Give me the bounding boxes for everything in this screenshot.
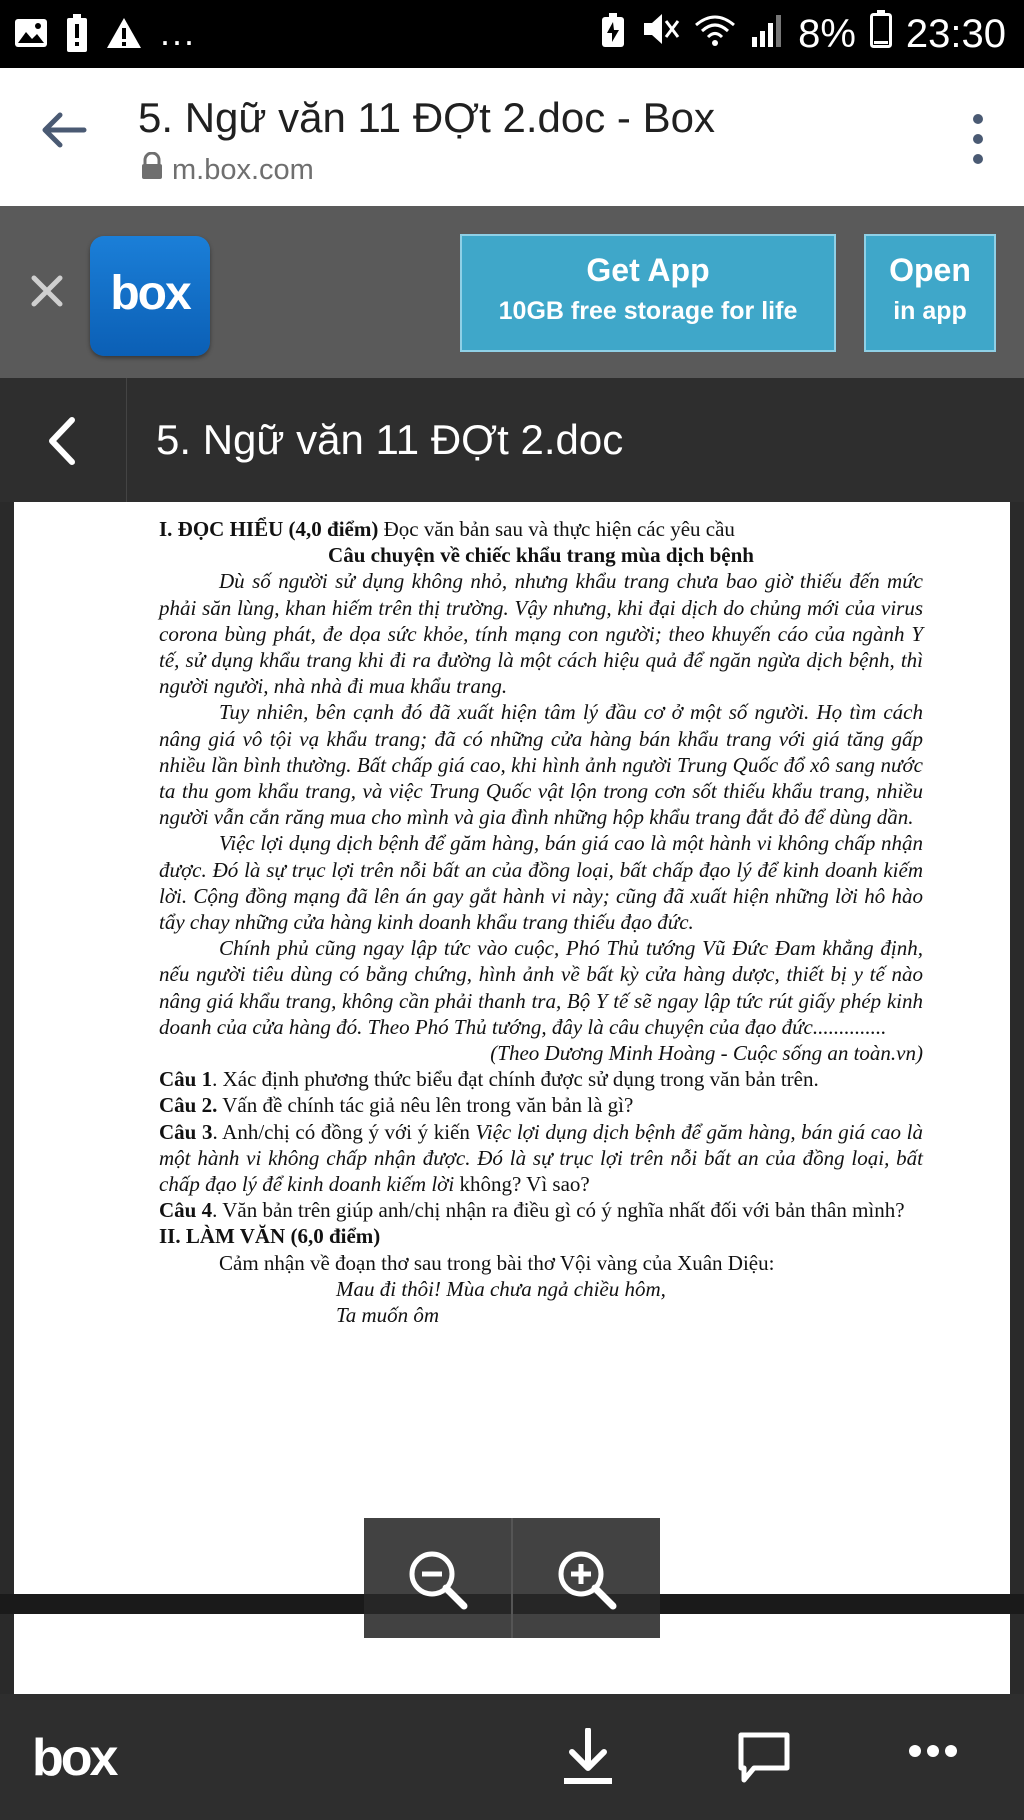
document-content [159,516,923,1328]
browser-toolbar [0,68,1024,206]
app-install-banner [0,206,1024,378]
zoom-controls [364,1518,660,1638]
source-citation: (Theo Dương Minh Hoàng - Cuộc sống an toàn.vn) [490,1041,923,1066]
zoom-out-button[interactable] [364,1518,511,1638]
open-title: Open [889,252,971,288]
q3-text: . Anh/chị có đồng ý với ý kiến [212,1119,476,1144]
more-horiz-icon[interactable] [908,1744,958,1763]
wifi-icon [694,12,736,57]
battery-icon [870,10,892,58]
document-viewer[interactable] [0,502,1024,1694]
battery-alert-icon [66,14,88,57]
lock-icon [140,152,164,188]
paragraph-1: Dù số người sử dụng không nhỏ, nhưng khẩu trang chưa bao giờ thiếu đến mức phải săn lùng, khan hiếm trên thị trường. Vậy nhưng, khi đại dịch do chủng mới của virus corona bùng phát, đe dọa sức khỏe, tính mạng con người; theo khuyến cáo của ngành Y tế, sử dụng khẩu trang khi đi ra đường là một cách hiệu quả để ngăn ngừa dịch bệnh, thì người người, nhà nhà đi mua khẩu trang. [159,569,923,699]
file-header [0,378,1024,502]
url-text: m.box.com [172,153,314,186]
close-icon[interactable] [30,274,64,313]
warning-icon [106,17,142,54]
battery-percent: 8% [798,11,856,56]
page-title: 5. Ngữ văn 11 ĐỢt 2.doc - Box [138,94,715,141]
paragraph-2: Tuy nhiên, bên cạnh đó đã xuất hiện tâm lý đầu cơ ở một số người. Họ tìm cách nâng giá vô tội vạ khẩu trang; đã có những cửa hàng bán khẩu trang với giá tăng gấp nhiều lần bình thường. Bất chấp giá cao, khi hình ảnh người Trung Quốc đổ xô sang nước ta thu gom khẩu trang, và việc Trung Quốc vật lộn trong cơn sốt thiếu khẩu trang, nhiều người vẫn cắn răng mua cho mình và gia đình những hộp khẩu trang đắt đỏ để dùng dần. [159,700,923,830]
get-app-title: Get App [586,252,710,288]
q1-text: . Xác định phương thức biểu đạt chính được sử dụng trong văn bản trên. [212,1067,819,1092]
file-back-button[interactable] [0,378,127,502]
section1-line [159,516,923,542]
box-app-logo [90,236,210,356]
q3-quote: Việc lợi dụng dịch bệnh để găm hàng, bán giá cao là một hành vi không chấp nhận được. Đó là sự trục lợi trên nỗi bất an của đồng loại, bất chấp đạo lý để kinh doanh kiếm lời [159,1119,923,1197]
zoom-in-icon [555,1548,619,1612]
bottom-bar [0,1694,1024,1820]
comment-icon[interactable] [736,1730,792,1791]
section2-prompt: Cảm nhận về đoạn thơ sau trong bài thơ Vội vàng của Xuân Diệu: [219,1250,775,1275]
question-2 [159,1092,923,1118]
q2-text: Vấn đề chính tác giả nêu lên trong văn bản là gì? [217,1093,634,1118]
document-page [14,502,1010,1594]
paragraph-3: Việc lợi dụng dịch bệnh để găm hàng, bán giá cao là một hành vi không chấp nhận được. Đó là sự trục lợi trên nỗi bất an của đồng loại, bất chấp đạo lý để kinh doanh kiếm lời. Cộng đồng mạng đã lên án gay gắt hành vi này; cũng đã xuất hiện những lời hô hào tẩy chay những cửa hàng kinh doanh khẩu trang thiếu đạo đức. [159,831,923,935]
poem-line-2: Ta muốn ôm [336,1303,440,1328]
story-title: Câu chuyện về chiếc khẩu trang mùa dịch bệnh [328,543,754,568]
question-4 [159,1197,923,1223]
q3-end: không? Vì sao? [454,1172,590,1197]
clock: 23:30 [905,11,1006,56]
chevron-left-icon [42,416,82,466]
q3-label: Câu 3 [159,1119,213,1144]
question-1 [159,1066,923,1092]
battery-saver-icon [600,12,626,57]
zoom-in-button[interactable] [511,1518,660,1638]
q4-label: Câu 4 [159,1198,213,1223]
image-notification-icon [14,18,48,53]
box-logo-text: box [110,267,190,320]
open-in-app-button[interactable] [864,234,996,352]
download-icon[interactable] [560,1728,616,1791]
question-3 [159,1119,923,1198]
browser-back-icon[interactable] [40,110,88,155]
status-bar [0,0,1024,68]
signal-icon [750,12,784,57]
section1-instruction: Đọc văn bản sau và thực hiện các yêu cầu [378,517,735,541]
q4-text: . Văn bản trên giúp anh/chị nhận ra điều gì có ý nghĩa nhất đối với bản thân mình? [212,1198,905,1223]
zoom-out-icon [406,1548,470,1612]
open-subtitle: in app [893,297,967,325]
section1-heading: I. ĐỌC HIỂU (4,0 điểm) [159,517,379,541]
url-bar[interactable] [140,152,314,188]
more-notifications: ... [160,11,197,53]
more-vert-icon[interactable] [968,112,988,171]
q2-label: Câu 2. [159,1093,218,1118]
get-app-button[interactable] [460,234,836,352]
paragraph-4: Chính phủ cũng ngay lập tức vào cuộc, Phó Thủ tướng Vũ Đức Đam khẳng định, nếu người tiêu dùng có bằng chứng, hình ảnh về bất kỳ cửa hàng dược, thiết bị y tế nào nâng giá khẩu trang, không cần phải thanh tra, Bộ Y tế sẽ ngay lập tức rút giấy phép kinh doanh của cửa hàng đó. Theo Phó Thủ tướng, đây là câu chuyện của đạo đức.............. [159,936,923,1039]
get-app-subtitle: 10GB free storage for life [498,297,798,325]
mute-icon [640,11,680,57]
q1-label: Câu 1 [159,1067,213,1092]
poem-line-1: Mau đi thôi! Mùa chưa ngả chiều hôm, [336,1276,666,1301]
section2-line [159,1223,923,1249]
box-footer-logo[interactable]: box [32,1729,116,1787]
file-title: 5. Ngữ văn 11 ĐỢt 2.doc [156,416,624,463]
section2-heading: II. LÀM VĂN (6,0 điểm) [159,1224,381,1249]
